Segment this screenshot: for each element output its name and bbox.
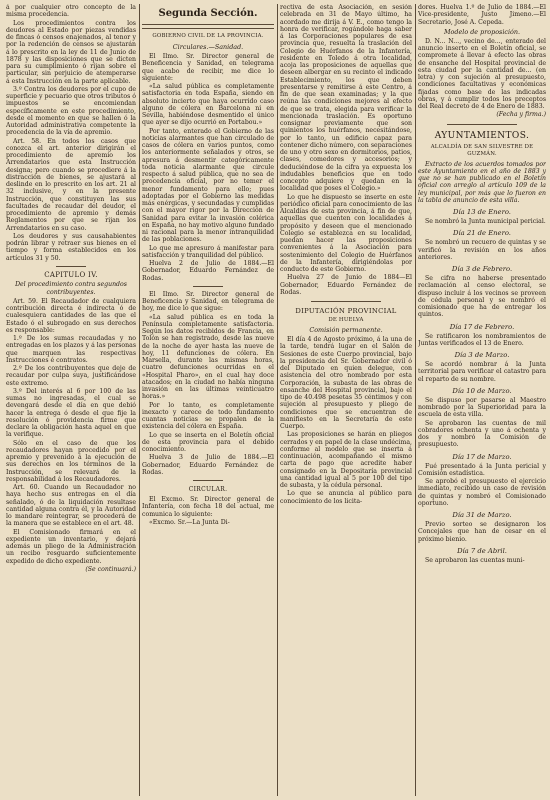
- date-heading: Día 31 de Marzo.: [452, 511, 512, 519]
- date-heading: Día 13 de Enero.: [453, 208, 511, 216]
- date-heading: Día 21 de Enero.: [453, 229, 511, 238]
- date-heading: Día 7 de Abril.: [457, 546, 507, 555]
- paragraph: «La salud pública es completamente satisfactoria en toda España, siendo en absoluto incierto que haya ocurrido caso alguno de cólera en Barcelona ni en Sevilla, habiéndose desmentido el único que ayer se dijo ocurrió en Portabou.»: [142, 83, 274, 127]
- paragraph: Se nombró un recuero de quintas y se verificó la revisión en los años anteriores.: [418, 239, 546, 261]
- chapter-heading: CAPITULO IV.: [44, 270, 98, 279]
- commission-heading: Comisión permanente.: [309, 326, 383, 334]
- date-heading: Día 17 de Marzo.: [452, 452, 512, 461]
- paragraph: D. N... N..., vecino de..., enterado del anuncio inserto en el Boletín oficial, se compromete á llevar á efecto las obras de ensanche del Hospital provincial de esta ciudad por la cantidad de... (en letra) y con sujeción al presupuesto, condiciones facultativas y económicas fijadas como base de las indicadas obras, y á cumplir todos los preceptos del Real decreto de 4 de Enero de 1883.: [418, 37, 546, 110]
- separator: [142, 24, 274, 29]
- paragraph: «Excmo. Sr.—La Junta Di-: [149, 518, 230, 526]
- date-heading: Día 3 de Marzo.: [454, 351, 510, 359]
- diputacion-subheading: DE HUELVA: [328, 317, 364, 323]
- date-heading: Día 10 de Marzo.: [452, 386, 512, 395]
- paragraph: El Ilmo. Sr. Director general de Beneficencia y Sanidad, en telegrama de hoy, me dice lo que sigue:: [142, 290, 274, 313]
- paragraph: Los procedimientos contra los deudores al Estado por piezas vendidas de fincas ó censos enajenados, al tenor y por la redención de censos se ajustarán á lo prescrito en la ley de 11 de Junio de 1878 y las disposiciones que se dicten para su cumplimiento ó rijan sobre el particular, sin perjuicio de atemperarse á esta Instrucción en la parte aplicable.: [6, 19, 136, 85]
- paragraph: Se aprobaron las cuentas muni-: [425, 556, 525, 564]
- paragraph: El Excmo. Sr. Director general de Infantería, con fecha 18 del actual, me comunica lo siguiente:: [142, 496, 274, 518]
- column-rule: [277, 4, 278, 796]
- paragraph: 2.º De los contribuyentes que deje de recaudar por culpa suya, justificándose este extremo.: [6, 365, 136, 387]
- paragraph: rectiva de esta Asociación, en sesión celebrada en 31 de Mayo último, ha acordado me dirija á V. E., como tengo la honra de verificar, rogándole haga saber á las Corporaciones populares de esa provincia que, resuelta la traslación del Colegio de Huérfanos de la Infantería, residente en Toledo á otra localidad, acoja las proposiciones de aquellas que deseen albergar en su recinto el indicado Establecimiento, los que deben presentarse y remitirse á este Centro, á fin de que sean examinadas; y la que reúna las condiciones mejores al efecto de que se trata, elegida para verificar la mencionada traslación. Es oportuno consignar previamente que son quinientos los huérfanos, necesitándose, por lo tanto, un edificio capaz para contener dicho número, con separaciones de uno y otro sexo en dormitorios, patios, clases, comedores y accesorios; y deduciéndose de la cifra ya expuesta los indudables beneficios que en todo concepto adquiere y quedan en la localidad que poses el Colegio.»: [280, 4, 412, 193]
- paragraph: Se dispuso por pasarse al Maestro nombrado por la Superioridad para la escuela de esta villa.: [418, 396, 546, 419]
- column-2: [142, 4, 274, 796]
- paragraph: Se acordó nombrar á la Junta territorial para verificar el catastro para el reparto de su nombre.: [418, 361, 546, 383]
- paragraph: Fué presentado á la Junta pericial y Comisión estadística.: [418, 462, 546, 477]
- paragraph: 3.º Contra los deudores por el cupo de superficie y pecuario que otros tributos ó impuestos se encomiendan específicamente en este procedimiento, desde el momento en que se hallen ó la Autoridad administrativa competente la procedencia de la vía de apremio.: [6, 85, 136, 137]
- separator: [311, 301, 381, 302]
- extract-intro: Extracto de los acuerdos tomados por este Ayuntamiento en el año de 1883 y que no se han publicado en el Boletín oficial con arreglo al artículo 109 de la ley municipal, por más que lo fueron en la tabla de anuncio de esta villa.: [418, 160, 546, 204]
- paragraph: Lo que se anuncia al público para conocimiento de los licita-: [280, 490, 412, 505]
- paragraph: El Comisionado firmará en el expediente un inventario, y dejará además un pliego de la Administración un recibo resguardo suficientemente expedido de dicho expediente.: [6, 528, 136, 565]
- date-heading: Día 3 de Febrero.: [451, 265, 513, 273]
- date-heading: Día 17 de Febrero.: [449, 322, 515, 331]
- paragraph: Art. 59. El Recaudador de cualquiera contribución directa é indirecta ó de cualesquiera cantidades de las que el Estado ó el subrogado en sus derechos es responsable:: [6, 297, 136, 334]
- paragraph: El día 4 de Agosto próximo, á la una de la tarde, tendrá lugar en el Salón de Sesiones de este Cuerpo provincial, bajo la presidencia del Sr. Gobernador civil ó del Diputado en quien delegue, con asistencia del otro nombrado por esta Corporación, la subasta de las obras de ensanche del Hospital provincial, bajo el tipo de 40.498 pesetas 35 céntimos y con sujeción al presupuesto y pliego de condiciones que se encuentran de manifiesto en la Secretaría de este Cuerpo.: [280, 336, 412, 430]
- paragraph: Se ratificaron los nombramientos de Juntas verificados el 13 de Enero.: [418, 332, 546, 347]
- separator: [193, 286, 223, 287]
- chapter-subtitle: Del procedimiento contra segundos contribuyentes.: [15, 280, 127, 296]
- paragraph: Lo que me apresuro á manifestar para satisfacción y tranquilidad del público.: [142, 244, 274, 259]
- paragraph: Se nombró la Junta municipal pericial.: [425, 218, 546, 225]
- model-heading: Modelo de proposición.: [444, 27, 520, 36]
- separator: [56, 266, 86, 267]
- paragraph: Lo que he dispuesto se inserte en este periódico oficial para conocimiento de las Alcaldías de esta provincia, á fin de que, aquellas que cuenten con localidades á propósito y deseen que el mencionado Colegio se establezca en su localidad, puedan hacer las proposiciones convenientes á la Asociación para sostenimiento del Colegio de Huérfanos de la Infantería, dirigiéndolas por conducto de este Gobierno.: [280, 193, 412, 273]
- paragraph: Previo sorteo se designaron los Concejales que han de cesar en el próximo bienio.: [418, 521, 546, 543]
- paragraph: Se aprobó el presupuesto el ejercicio inmediato, recibido un caso de revisión de quintas y nombró el Comisionado oportuno.: [418, 478, 546, 507]
- signature-note: (Fecha y firma.): [496, 111, 546, 119]
- alcaldia-heading: ALCALDÍA DE SAN SILVESTRE DE GUZMÁN.: [430, 143, 534, 157]
- continuation-note: (Se continuará.): [85, 565, 136, 573]
- paragraph: á por cualquier otro concepto de la misma procedencia.: [6, 4, 136, 19]
- column-rule: [139, 4, 140, 796]
- paragraph: «La salud pública es en toda la Península completamente satisfactoria. Según los datos recibidos de Francia, en Tolón se han registrado, desde las nueve de la noche de ayer hasta las nueve de hoy, 11 defunciones de cólera. En Marsella, durante las mismas horas, cuatro defunciones ocurridas en el «Hospital Pharo», en el cual hay doce atacados; en la ciudad no había ninguna invasión en las últimas veinticuatro horas.»: [142, 313, 274, 401]
- column-1: [6, 4, 136, 796]
- column-3: [280, 4, 412, 796]
- paragraph: Las proposiciones se harán en pliegos cerrados y en papel de la clase undécima, conforme al modelo que se inserta á continuación, acompañando el mismo carta de pago que acredite haber consignado en la Depositaría provincial una cantidad igual al 5 por 100 del tipo de subasta, y la cédula personal.: [280, 431, 412, 489]
- paragraph: Por tanto, enterado el Gobierno de las noticias alarmantes que han circulado de casos de cólera en varios puntos, como los anteriormente señalados y otros, se apresura á desmentir categóricamente toda noticia alarmante que circule respecto á salud pública, que no sea de procedencia oficial, por no temer el menor fundamento para ello; pues adoptadas por el Gobierno las medidas más enérgicas, y secundadas y cumplidas con el mayor rigor por la Dirección de Sanidad para evitar la invasión colérica en España, no hay motivo alguno fundado ni racional para la menor intranquilidad de las poblaciones.: [142, 127, 274, 244]
- paragraph: Lo que se inserta en el Boletín oficial de esta provincia para el debido conocimiento.: [142, 431, 274, 453]
- signature: Huelva 2 de Julio de 1884.—El Gobernador, Eduardo Fernández de Rodas.: [142, 260, 274, 282]
- paragraph: Art. 60. Cuando un Recaudador no haya hecho sus entregas en el día señalado, ó de la liquidación resultase cantidad alguna contra él, y la Autoridad lo mandare reintegrar, se procederá de la manera que se establece en el art. 48.: [6, 484, 136, 528]
- government-heading: GOBIERNO CIVIL DE LA PROVINCIA.: [152, 33, 264, 39]
- paragraph: Se aprobaron las cuentas de mil cobradores ochenta y uno á ochenta y dos y nombró la Comisión de presupuesto.: [418, 419, 546, 449]
- signature: Huelva 27 de Junio de 1884—El Gobernador, Eduardo Fernández de Rodas.: [280, 274, 412, 296]
- signature: Huelva 3 de Julio de 1884.—El Gobernador, Eduardo Fernández de Rodas.: [142, 454, 274, 476]
- paragraph: Por lo tanto, es completamente inexacto y carece de todo fundamento cuantas noticias se propalen de la existencia del cólera en España.: [142, 401, 274, 431]
- paragraph: Sólo en el caso de que los recaudadores hayan procedido por el apremio y prevenido á la ejecución de sus derechos en los términos de la Instrucción, se relevará de la responsabilidad á los Recaudadores.: [6, 439, 136, 483]
- diputacion-heading: DIPUTACIÓN PROVINCIAL: [295, 307, 397, 315]
- paragraph: Se cifra no haberse presentado reclamación al censo electoral, se dispuso incluir á los vecinos se proveen de cédula personal y se nombró el comisionado que ha de entregar los quintos.: [418, 275, 546, 319]
- paragraph: dores. Huelva 1.º de Julio de 1884.—El Vice-presidente, Justo Jimeno.—El Secretario, José A. Cepeda.: [418, 4, 546, 26]
- section-title: Segunda Sección.: [158, 8, 258, 19]
- separator: [447, 124, 517, 125]
- paragraph: El Ilmo. Sr. Director general de Beneficencia y Sanidad, en telegrama que acabo de recibir, me dice lo siguiente:: [142, 53, 274, 82]
- circular-heading: Circulares.—Sanidad.: [172, 43, 244, 51]
- paragraph: 1.º De los sumas recaudadas y no entregadas en los plazos y á las personas que marquen las respectivas Instrucciones é contratos.: [6, 335, 136, 364]
- column-4: [418, 4, 546, 796]
- column-rule: [415, 4, 416, 796]
- ayuntamientos-heading: AYUNTAMIENTOS.: [434, 130, 530, 141]
- paragraph: 3.º Del interés al 6 por 100 de las sumas no ingresadas, el cual se devengará desde el día en que debió hacer la entrega ó desde el que fije la resolución ó providencia firme que declare la obligación hasta aquel en que la verifique.: [6, 387, 136, 439]
- paragraph: Art. 58. En todos los casos que conozca el art. anterior dirigirán el procedimiento de apremio los Arrendatarios que esta Instrucción designa; pero cuando se procediere á la distracción de bienes, se ajustará al deslinde en lo prescrito en los art. 21 al 32 inclusive, y en la presente Instrucción, que constituyen las sus facultades de recaudar del deudor, el procedimiento de apremio y demás Reglamentos por que se rijan los Arrendatarios en su caso.: [6, 137, 136, 232]
- circular-title: CIRCULAR.: [188, 486, 228, 493]
- separator: [193, 480, 223, 481]
- paragraph: Los deudores y sus causahabientes podrán librar y retraer sus bienes en el tiempo y forma establecidos en los artículos 31 y 50.: [6, 232, 136, 262]
